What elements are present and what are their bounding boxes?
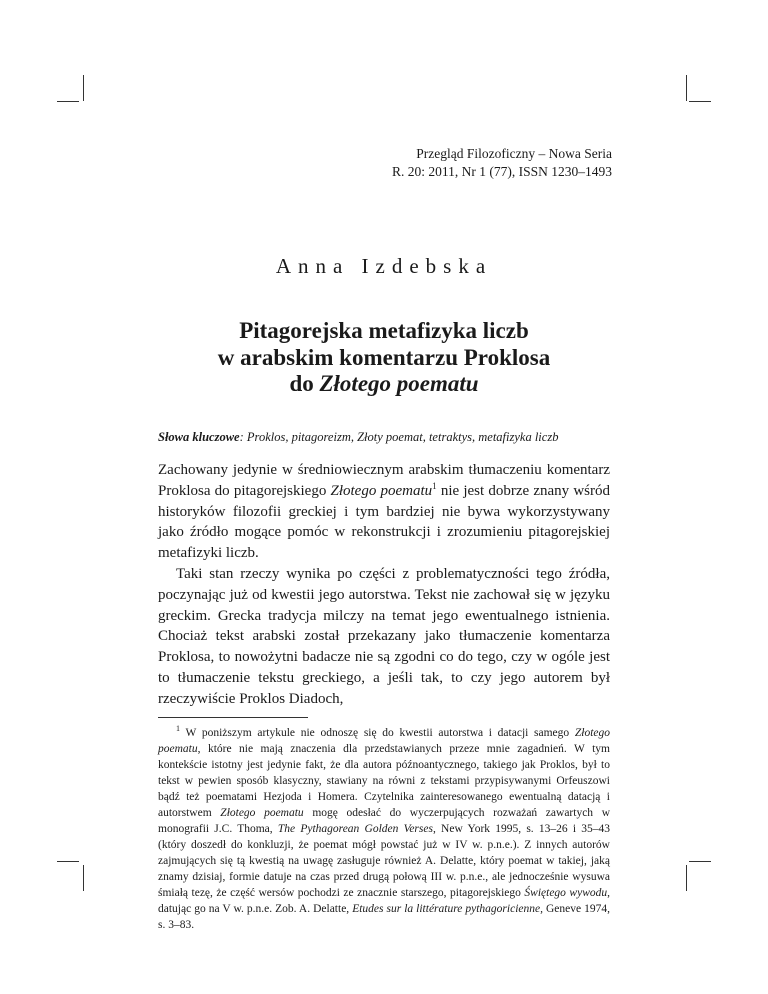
crop-mark <box>57 861 79 862</box>
title-italic: Złotego poematu <box>319 371 479 396</box>
footnote-divider <box>158 717 308 718</box>
crop-mark <box>686 865 687 891</box>
keywords-text: : Proklos, pitagoreizm, Złoty poemat, tetraktys, metafizyka liczb <box>239 430 559 444</box>
author-name: Anna Izdebska <box>275 254 493 278</box>
crop-mark <box>57 101 79 102</box>
keywords-label: Słowa kluczowe <box>158 430 240 444</box>
footnote-1: $^1$ W poniższym artykule nie odnoszę się do kwestii autorstwa i datacji samego Złotego poematu, które nie mają znaczenia dla przedstawianych przeze mnie zagadnień. W tym kontekście istotny jest jedynie fakt, że dla autora późnoantycznego, takiego jak Proklos, był to tekst w pewien sposób klasyczny, stawiany na równi z tekstami przypisywanymi Orfeuszowi bądź też poematami Hezjoda i Homera. Czytelnika zainteresowanego ewentualną datacją i autorstwem Złotego poematu mogę odesłać do wyczerpujących rozważań zawartych w monografii J.C. Thoma, The Pythagorean Golden Verses, New York 1995, s. 13–26 i 35–43 (który doszedł do konkluzji, że poemat mógł powstać już w IV w. p.n.e.). Z innych autorów zajmujących się tą kwestią na uwagę zasługuje również A. Delatte, który poemat w takiej, jaką znamy dzisiaj, formie datuje na czas przed drugą połową III w. p.n.e., ale jednocześnie wysuwa śmiałą tezę, że część wersów pochodzi ze znacznie starszego, pitagorejskiego Świętego wywodu, datując go na V w. p.n.e. Zob. A. Delatte, Etudes sur la littérature pythagoricienne, Geneve 1974, s. 3–83. <box>158 724 611 931</box>
footnote-ref[interactable]: 1 <box>432 480 437 491</box>
title-line-2: w arabskim komentarzu Proklosa <box>217 344 551 370</box>
paragraph-1: Zachowany jedynie w średniowiecznym arabskim tłumaczeniu komentarz Proklosa do pitagorejskiego Złotego poematu$^1$ nie jest dobrze znany wśród historyków filozofii greckiej i tym bardziej nie bywa wykorzystywany jako źródło mogące pomóc w rekonstrukcji i zrozumieniu pitagorejskiej metafizyki liczb. <box>158 462 610 562</box>
footnote-number: 1 <box>176 724 180 734</box>
article-title <box>0 318 768 398</box>
journal-name: Przegląd Filozoficzny – Nowa Seria <box>416 146 612 161</box>
crop-mark <box>83 865 84 891</box>
crop-mark <box>83 75 84 101</box>
crop-mark <box>686 75 687 101</box>
keywords <box>158 430 618 445</box>
journal-issue: R. 20: 2011, Nr 1 (77), ISSN 1230–1493 <box>391 164 612 179</box>
crop-mark <box>689 101 711 102</box>
title-line-3: do Złotego poematu <box>289 371 479 396</box>
crop-mark <box>689 861 711 862</box>
paragraph-2: Taki stan rzeczy wynika po części z problematyczności tego źródła, poczynając już od kwestii jego autorstwa. Tekst nie zachował się w języku greckim. Grecka tradycja milczy na temat jego ewentualnego istnienia. Chociaż tekst arabski został przekazany jako tłumaczenie komentarza Proklosa, to nowożytni badacze nie są zgodni co do tego, czy w ogóle jest to tłumaczenie tekstu greckiego, a jeśli tak, to czy jego autorem był rzeczywiście Proklos Diadoch, <box>158 565 610 707</box>
journal-header <box>392 145 612 181</box>
title-line-1: Pitagorejska metafizyka liczb <box>239 318 529 343</box>
article-body <box>158 460 610 710</box>
